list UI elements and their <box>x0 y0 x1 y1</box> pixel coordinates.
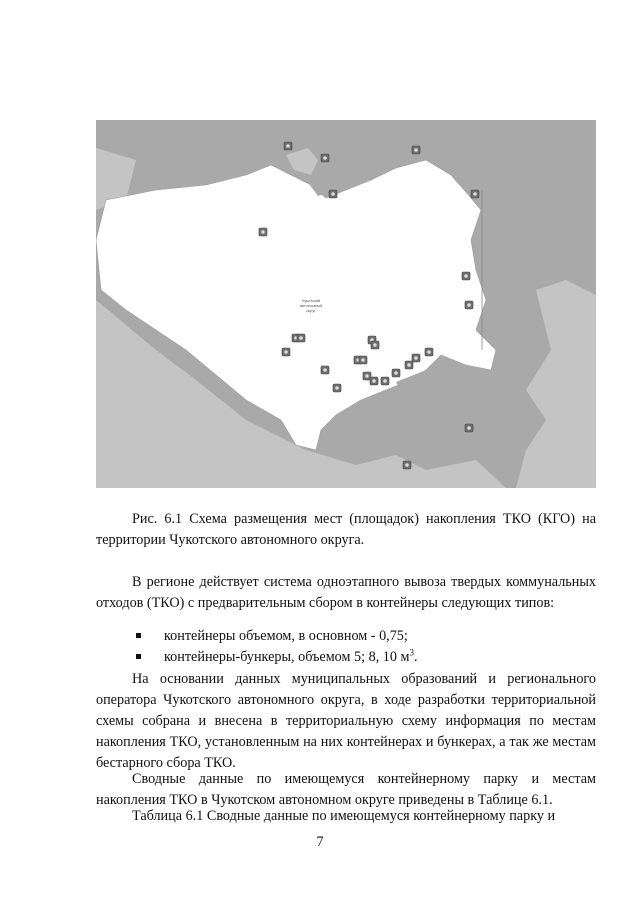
waste-site-marker-icon <box>321 154 329 162</box>
waste-site-marker-icon <box>284 142 292 150</box>
waste-site-marker-icon <box>403 461 411 469</box>
paragraph-3: Сводные данные по имеющемуся контейнерному парку и местам накопления ТКО в Чукотском автономном округе приведены в Таблице 6.1. <box>96 771 596 808</box>
waste-site-marker-icon <box>282 348 290 356</box>
waste-site-marker-icon <box>392 369 400 377</box>
waste-site-marker-icon <box>462 272 470 280</box>
waste-site-marker-icon <box>297 334 305 342</box>
bullet-2-end: . <box>414 649 418 665</box>
waste-site-marker-icon <box>370 377 378 385</box>
bullet-2-superscript: 3 <box>409 647 415 658</box>
waste-site-marker-icon <box>371 341 379 349</box>
map-label-2: автономный <box>299 303 323 308</box>
bullet-2-text: контейнеры-бункеры, объемом 5; 8, 10 м <box>164 649 410 665</box>
waste-site-marker-icon <box>321 366 329 374</box>
waste-site-marker-icon <box>412 146 420 154</box>
waste-site-marker-icon <box>412 354 420 362</box>
waste-site-marker-icon <box>405 361 413 369</box>
paragraph-2: На основании данных муниципальных образований и регионального оператора Чукотского автономного округа, в ходе разработки территориальной схемы собрана и внесена в территориальную схему информация по местам накопления ТКО, установленным на них контейнерах и бункерах, а так же местам бестарного сбора ТКО. <box>96 671 596 771</box>
waste-site-marker-icon <box>359 356 367 364</box>
waste-site-marker-icon <box>381 377 389 385</box>
container-types-list <box>96 626 596 668</box>
list-item <box>96 647 596 668</box>
bullet-1-text: контейнеры объемом, в основном - 0,75; <box>164 628 408 644</box>
list-item <box>96 626 596 647</box>
paragraph-4: Таблица 6.1 Сводные данные по имеющемуся контейнерному парку и <box>132 808 556 824</box>
paragraph-1: В регионе действует система одноэтапного вывоза твердых коммунальных отходов (ТКО) с предварительным сбором в контейнеры следующих типов: <box>96 574 596 611</box>
bullet-square-icon <box>136 654 141 659</box>
waste-site-marker-icon <box>333 384 341 392</box>
waste-site-marker-icon <box>471 190 479 198</box>
waste-site-marker-icon <box>465 301 473 309</box>
waste-site-marker-icon <box>425 348 433 356</box>
map-svg <box>96 120 596 488</box>
waste-site-marker-icon <box>259 228 267 236</box>
figure-caption: Рис. 6.1 Схема размещения мест (площадок) накопления ТКО (КГО) на территории Чукотского автономного округа. <box>96 511 596 548</box>
waste-site-marker-icon <box>465 424 473 432</box>
bullet-square-icon <box>136 633 141 638</box>
page-number: 7 <box>316 834 324 850</box>
map-label-1: Чукотский <box>301 298 321 303</box>
waste-site-marker-icon <box>329 190 337 198</box>
region-map <box>96 120 596 488</box>
map-label-3: округ <box>306 308 316 313</box>
